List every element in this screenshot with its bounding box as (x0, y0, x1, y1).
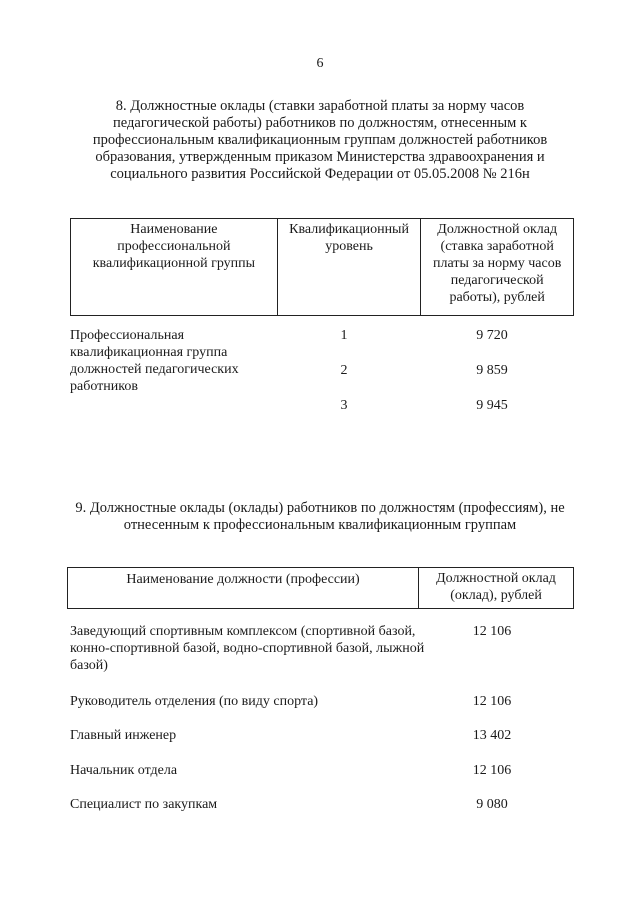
position-salary: 12 106 (472, 763, 512, 778)
salary-cell: 9 859 (476, 363, 508, 378)
position-salary: 12 106 (472, 624, 512, 639)
position-name: Заведующий спортивным комплексом (спортивной базой, конно-спортивной базой, водно-спортивной базой, лыжной базой) (70, 624, 425, 673)
salary-cell: 9 720 (476, 328, 508, 343)
column-header-position: Наименование должности (профессии) (68, 568, 419, 609)
salary-cell: 9 945 (476, 398, 508, 413)
position-salary: 9 080 (476, 797, 508, 812)
column-header-salary: Должностной оклад (оклад), рублей (419, 568, 574, 609)
group-name: Профессиональная квалификационная группа должностей педагогических работников (70, 328, 239, 394)
position-salary: 12 106 (472, 694, 512, 709)
level-cell: 2 (340, 363, 348, 378)
position-salary: 13 402 (472, 728, 512, 743)
page-number: 6 (316, 56, 324, 71)
column-header-level: Квалификационный уровень (277, 219, 421, 316)
section-8-heading: 8. Должностные оклады (ставки заработной платы за норму часов педагогической работы) работников по должностям, отнесенным к профессиональным квалификационным группам должностей работников образования, утвержденным приказом Министерства здравоохранения и социального развития Российской Федерации от 05.05.2008 № 216н (92, 98, 548, 182)
section-9-table-header (67, 567, 574, 609)
position-name: Начальник отдела (70, 763, 178, 778)
position-name: Главный инженер (70, 728, 177, 743)
level-cell: 1 (340, 328, 348, 343)
position-name: Руководитель отделения (по виду спорта) (70, 694, 319, 709)
section-8-table-header (70, 218, 574, 316)
column-header-group: Наименование профессиональной квалификационной группы (71, 219, 278, 316)
position-name: Специалист по закупкам (70, 797, 218, 812)
level-cell: 3 (340, 398, 348, 413)
column-header-salary: Должностной оклад (ставка заработной платы за норму часов педагогической работы), рублей (421, 219, 574, 316)
section-9-heading: 9. Должностные оклады (оклады) работников по должностям (профессиям), не отнесенным к профессиональным квалификационным группам (75, 500, 565, 533)
